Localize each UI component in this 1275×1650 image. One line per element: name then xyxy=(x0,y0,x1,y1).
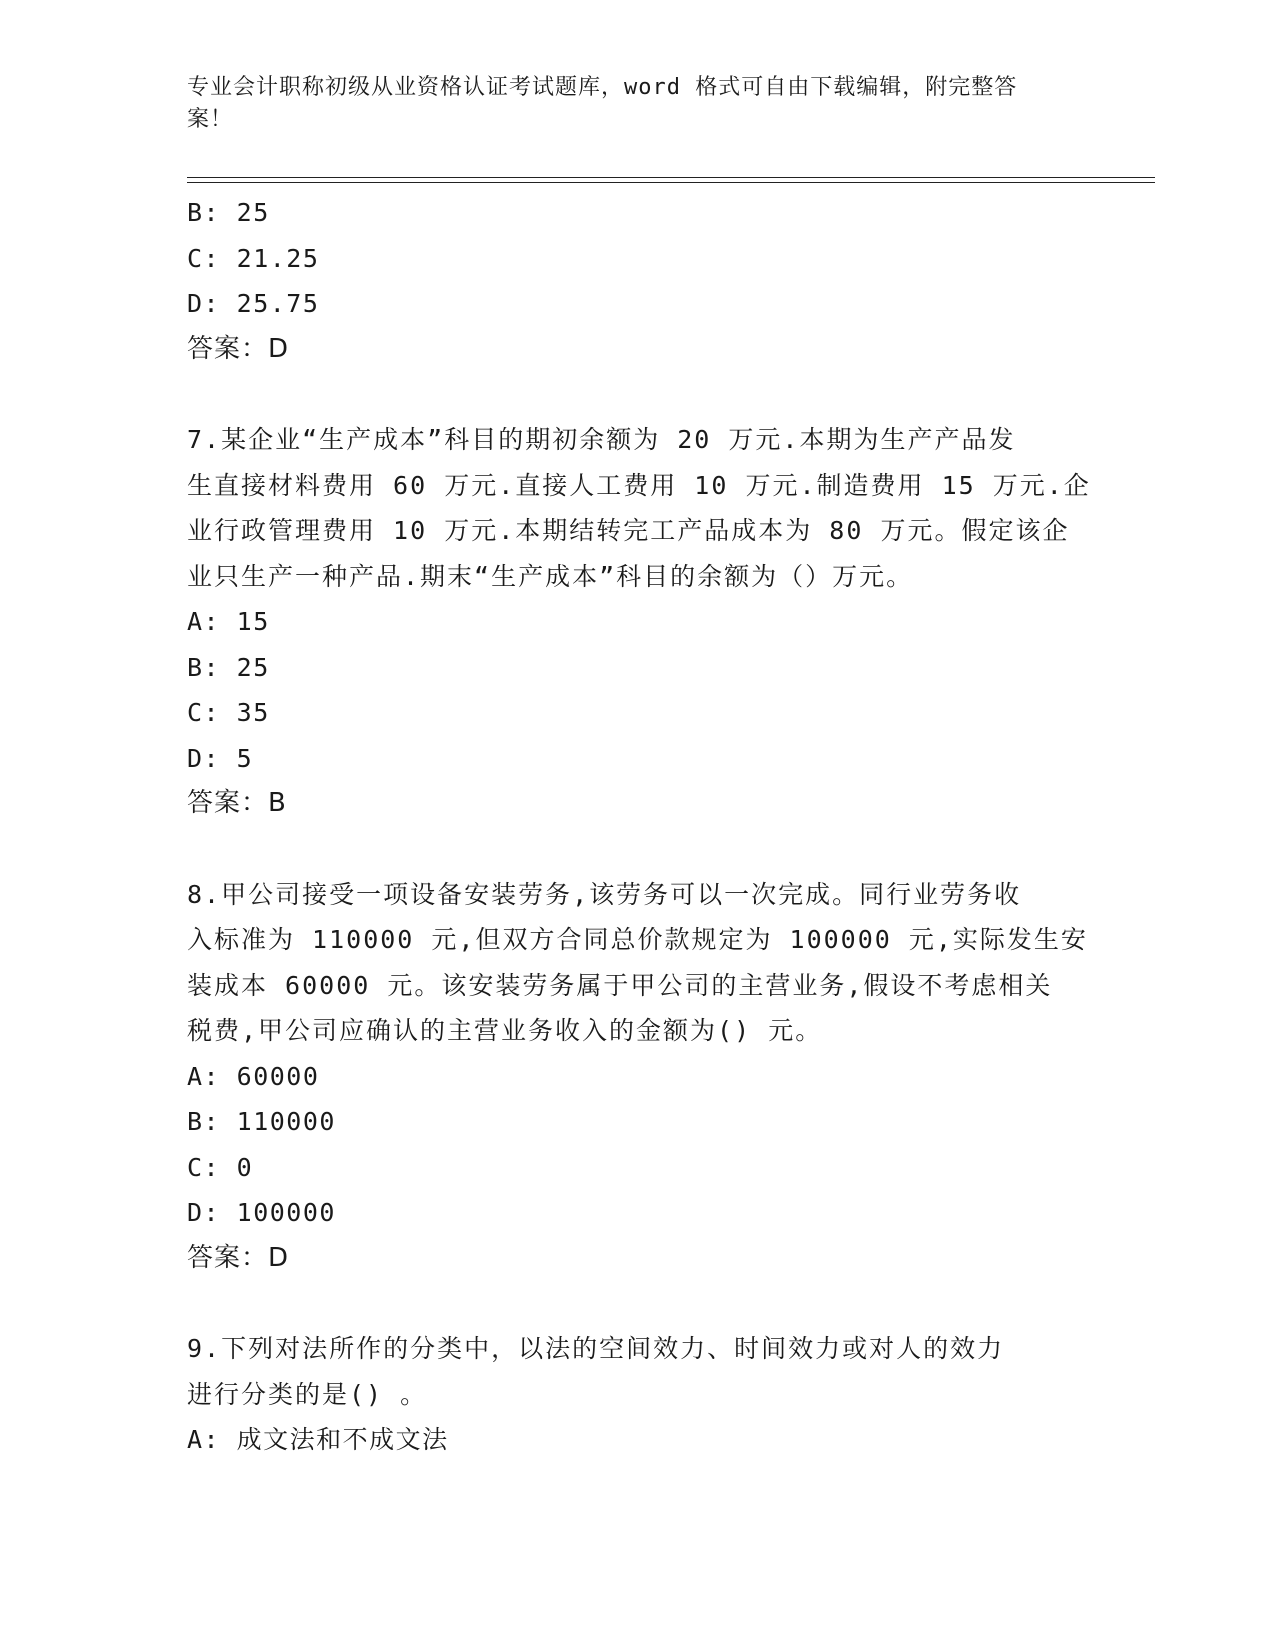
option-b: B: 110000 xyxy=(187,1107,336,1136)
option-a: A: 15 xyxy=(187,607,270,636)
option-d: D: 5 xyxy=(187,743,254,773)
question-text xyxy=(187,417,1091,599)
answer-line: 答案：D xyxy=(187,333,290,364)
question-line: 生直接材料费用 60 万元.直接人工费用 10 万元.制造费用 15 万元.企 xyxy=(187,470,1091,500)
option-c: C: 21.25 xyxy=(187,243,320,273)
header-divider-top xyxy=(187,177,1155,178)
question-line: 装成本 60000 元。该安装劳务属于甲公司的主营业务,假设不考虑相关 xyxy=(187,970,1053,1000)
option-d: D: 25.75 xyxy=(187,289,320,318)
question-text xyxy=(187,1326,1087,1417)
option-c: C: 0 xyxy=(187,1152,254,1182)
question-text xyxy=(187,872,1087,1054)
question-line: 7.某企业“生产成本”科目的期初余额为 20 万元.本期为生产产品发 xyxy=(187,425,1016,454)
question-8 xyxy=(187,872,1087,1282)
answer-line: 答案：B xyxy=(187,788,287,818)
question-7 xyxy=(187,417,1091,827)
answer-line: 答案：D xyxy=(187,1242,290,1273)
document-header xyxy=(187,72,1067,136)
option-b: B: 25 xyxy=(187,198,270,227)
option-b: B: 25 xyxy=(187,652,270,682)
option-a: A: 60000 xyxy=(187,1061,320,1091)
question-line: 进行分类的是() 。 xyxy=(187,1379,428,1409)
option-c: C: 35 xyxy=(187,698,270,727)
question-line: 9.下列对法所作的分类中，以法的空间效力、时间效力或对人的效力 xyxy=(187,1334,1005,1363)
question-6-tail xyxy=(187,190,1087,372)
header-line-1: 专业会计职称初级从业资格认证考试题库，word 格式可自由下载编辑，附完整答 xyxy=(187,75,1018,100)
question-line: 税费,甲公司应确认的主营业务收入的金额为() 元。 xyxy=(187,1016,823,1045)
question-line: 业只生产一种产品.期末“生产成本”科目的余额为（）万元。 xyxy=(187,561,914,591)
header-divider-bottom xyxy=(187,182,1155,183)
question-line: 入标准为 110000 元,但双方合同总价款规定为 100000 元,实际发生安 xyxy=(187,925,1088,954)
question-line: 8.甲公司接受一项设备安装劳务,该劳务可以一次完成。同行业劳务收 xyxy=(187,879,1022,909)
question-9 xyxy=(187,1326,1087,1463)
option-d: D: 100000 xyxy=(187,1198,336,1227)
question-line: 业行政管理费用 10 万元.本期结转完工产品成本为 80 万元。假定该企 xyxy=(187,516,1070,545)
header-line-2: 案！ xyxy=(187,107,234,132)
option-a: A: 成文法和不成文法 xyxy=(187,1425,449,1454)
document-body xyxy=(187,190,1091,1463)
